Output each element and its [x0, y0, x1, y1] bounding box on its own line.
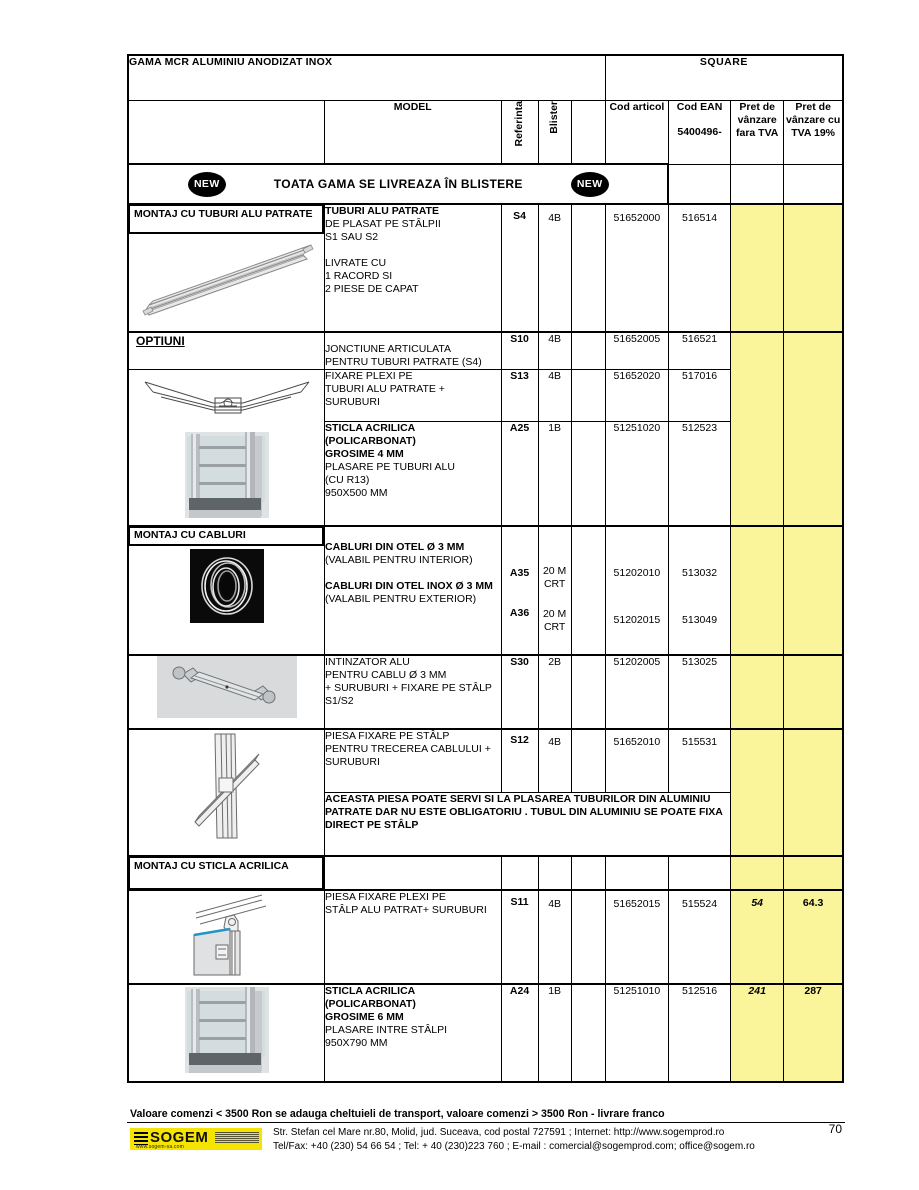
desc-line: CABLURI DIN OTEL INOX Ø 3 MM: [325, 580, 493, 592]
new-banner-filler-price1: [731, 164, 784, 204]
product-row-a24: [128, 984, 843, 1082]
product-description-s13: [325, 370, 501, 422]
cod-ean-a36: 513049: [682, 614, 718, 626]
desc-line: (VALABIL PENTRU INTERIOR): [325, 554, 473, 566]
blank-col-s4: [571, 204, 605, 332]
referinta-a25: A25: [501, 422, 538, 526]
pret-cu-tva-s4: [784, 204, 843, 332]
logo-url: www.sogem-sa.com: [136, 1144, 184, 1150]
product-image-post-clamp: [128, 729, 325, 856]
cod-ean-s11: 515524: [668, 890, 730, 984]
col-blister: [538, 101, 571, 165]
blank-col-a25: [571, 422, 605, 526]
cod-ean-s12: 515531: [668, 729, 730, 793]
desc-line: TUBURI ALU PATRATE: [325, 205, 439, 217]
pret-cu-tva-s30: [784, 655, 843, 729]
desc-line: 950X500 MM: [325, 487, 388, 500]
new-banner-text: TOATA GAMA SE LIVREAZA ÎN BLISTERE: [273, 176, 523, 191]
new-banner-filler-price2: [784, 164, 843, 204]
blister-a35: 20 M CRT: [542, 565, 567, 590]
blister-a25: 1B: [538, 422, 571, 526]
cod-articol-s30: 51202005: [605, 655, 668, 729]
cod-articol-a25: 51251020: [605, 422, 668, 526]
pret-fara-tva-s11: 54: [731, 890, 784, 984]
cod-articol-s12: 51652010: [605, 729, 668, 793]
pret-fara-tva-s12: [731, 729, 784, 856]
new-badge-right-icon: NEW: [571, 172, 609, 197]
cod-ean-a24: 512516: [668, 984, 730, 1082]
desc-line: TUBURI ALU PATRATE + SURUBURI: [325, 383, 445, 408]
desc-line: JONCTIUNE ARTICULATA: [325, 343, 452, 355]
col-blister-label: Blister: [548, 101, 561, 134]
col-blank-2: [571, 101, 605, 165]
cod-ean-s10: 516521: [668, 332, 730, 370]
desc-line: S1 SAU S2: [325, 231, 379, 243]
col-model: MODEL: [325, 101, 501, 165]
desc-line: PIESA FIXARE PLEXI PE: [325, 891, 446, 903]
pret-cu-tva-s12: [784, 729, 843, 856]
col-referinta: [501, 101, 538, 165]
blank-col-cabluri: [571, 526, 605, 655]
blank-col-s30: [571, 655, 605, 729]
cod-articol-a24: 51251010: [605, 984, 668, 1082]
product-catalog-table: [127, 54, 844, 1083]
desc-line: PIESA FIXARE PE STÂLP: [325, 730, 450, 742]
blank-col-a24: [571, 984, 605, 1082]
blister-s4: 4B: [538, 204, 571, 332]
section-title-cabluri: MONTAJ CU CABLURI: [128, 526, 325, 549]
sticla-head-ean: [668, 856, 730, 890]
desc-line: PLASARE INTRE STÂLPI: [325, 1024, 447, 1036]
desc-line: GROSIME 6 MM: [325, 1011, 404, 1023]
cod-articol-s11: 51652015: [605, 890, 668, 984]
range-title: GAMA MCR ALUMINIU ANODIZAT INOX: [128, 55, 605, 101]
cod-ean-s13: 517016: [668, 370, 730, 422]
blister-s11: 4B: [538, 890, 571, 984]
alu-turnbuckle-icon: [157, 656, 297, 718]
post-cable-crossing-icon: [185, 730, 269, 842]
desc-line: (CU R13): [325, 474, 370, 487]
address-line-1: Str. Stefan cel Mare nr.80, Molid, jud. Suceava, cod postal 727591 ; Internet: http://www.sogemprod.ro: [273, 1127, 725, 1138]
blank-col-s12: [571, 729, 605, 793]
cod-articol-s10: 51652005: [605, 332, 668, 370]
sticla-head-art: [605, 856, 668, 890]
desc-line: (VALABIL PENTRU EXTERIOR): [325, 593, 477, 605]
pret-cu-tva-a24: 287: [784, 984, 843, 1082]
cod-ean-s4: 516514: [668, 204, 730, 332]
sticla-head-p1: [731, 856, 784, 890]
steel-cable-coil-icon: [190, 549, 264, 623]
desc-line: LIVRATE CU: [325, 257, 387, 269]
col-pret-fara-tva: Pret de vânzare fara TVA: [731, 101, 784, 165]
page-number: 70: [828, 1122, 842, 1136]
product-description-s10: [325, 332, 501, 370]
referinta-s12: S12: [501, 729, 538, 793]
acrylic-glass-photo: [179, 985, 275, 1081]
desc-line: INTINZATOR ALU: [325, 656, 410, 668]
referinta-a36: A36: [509, 607, 530, 619]
referinta-s13: S13: [501, 370, 538, 422]
pret-fara-tva-cabluri: [731, 526, 784, 655]
cod-ean-a25: 512523: [668, 422, 730, 526]
referinta-a24: A24: [501, 984, 538, 1082]
cod-ean-a35: 513032: [682, 567, 718, 579]
blister-s12: 4B: [538, 729, 571, 793]
pret-fara-tva-s30: [731, 655, 784, 729]
new-banner-filler-ean: [668, 164, 730, 204]
pret-fara-tva-a24: 241: [731, 984, 784, 1082]
blister-s13: 4B: [538, 370, 571, 422]
blister-s10: 4B: [538, 332, 571, 370]
product-image-plexi-clamp: [128, 890, 325, 984]
desc-line: 2 PIESE DE CAPAT: [325, 283, 419, 295]
cod-articol-s4: 51652000: [605, 204, 668, 332]
col-pret-cu-tva: Pret de vânzare cu TVA 19%: [784, 101, 843, 165]
cod-articol-a36: 51202015: [613, 614, 661, 626]
product-description-s12: [325, 729, 501, 793]
product-row-s30: [128, 655, 843, 729]
cod-articol-s13: 51652020: [605, 370, 668, 422]
product-image-turnbuckle: [128, 655, 325, 729]
referinta-cabluri-group: [501, 526, 538, 655]
product-description-s30: [325, 655, 501, 729]
pret-fara-tva-s4: [731, 204, 784, 332]
section-title-sticla: MONTAJ CU STICLA ACRILICA: [128, 856, 325, 890]
product-description-s11: [325, 890, 501, 984]
section-title-tuburi: MONTAJ CU TUBURI ALU PATRATE: [128, 204, 325, 231]
section-header-row-cabluri: [128, 526, 843, 549]
col-cod-ean-label: Cod EAN: [676, 101, 723, 113]
logo-wordmark: SOGEM: [150, 1129, 209, 1146]
cod-articol-a35: 51202010: [613, 567, 661, 579]
pret-cu-tva-s11: 64.3: [784, 890, 843, 984]
blank-col-s13: [571, 370, 605, 422]
logo-tagline-icon: [215, 1132, 259, 1143]
cod-ean-s30: 513025: [668, 655, 730, 729]
desc-line: PENTRU TRECEREA CABLULUI + SURUBURI: [325, 743, 491, 768]
blister-cabluri-group: [538, 526, 571, 655]
blister-a24: 1B: [538, 984, 571, 1082]
page-footer: [127, 1122, 844, 1160]
product-images-optiuni: [128, 370, 325, 527]
desc-line: PENTRU TUBURI PATRATE (S4): [325, 356, 482, 368]
col-referinta-label: Referinta: [513, 101, 526, 147]
product-row-s12: [128, 729, 843, 793]
sticla-head-model: [325, 856, 501, 890]
cod-ean-cabluri-group: [668, 526, 730, 655]
pret-fara-tva-optiuni: [731, 332, 784, 526]
title-row: [128, 55, 843, 101]
section-note-cabluri: ACEASTA PIESA POATE SERVI SI LA PLASAREA TUBURILOR DIN ALUMINIU PATRATE DAR NU ESTE OBLIGATORIU . TUBUL DIN ALUMINIU SE POATE FIXA DIRECT PE STÂLP: [325, 793, 731, 857]
pret-cu-tva-optiuni: [784, 332, 843, 526]
section-header-row-sticla: [128, 856, 843, 890]
product-image-acrylic-panel: [128, 984, 325, 1082]
section-title-optiuni: OPTIUNI: [128, 332, 325, 370]
desc-line: PENTRU CABLU Ø 3 MM: [325, 669, 447, 681]
address-line-2: Tel/Fax: +40 (230) 54 66 54 ; Tel: + 40 (230)223 760 ; E-mail : comercial@sogemprod.com; office@sogem.ro: [273, 1141, 755, 1152]
new-badge-left-icon: NEW: [188, 172, 226, 197]
product-description-s4: [325, 204, 501, 332]
referinta-s30: S30: [501, 655, 538, 729]
sticla-head-p2: [784, 856, 843, 890]
company-address: [273, 1126, 755, 1154]
referinta-s4: S4: [501, 204, 538, 332]
col-cod-ean-prefix: 5400496-: [677, 126, 722, 138]
section-header-row-tuburi: [128, 204, 843, 231]
desc-line: 1 RACORD SI: [325, 270, 393, 282]
col-cod-articol: Cod articol: [605, 101, 668, 165]
col-blank-1: [128, 101, 325, 165]
plexi-post-clamp-icon: [182, 891, 272, 977]
new-banner-row: [128, 164, 843, 204]
desc-line: DE PLASAT PE STÂLPII: [325, 218, 441, 230]
referinta-s11: S11: [501, 890, 538, 984]
desc-line: STÂLP ALU PATRAT+ SURUBURI: [325, 904, 487, 916]
product-image-tube: [128, 231, 325, 332]
desc-line: GROSIME 4 MM: [325, 448, 404, 461]
sticla-head-blank: [571, 856, 605, 890]
articulated-joint-icon: [139, 370, 315, 418]
product-description-a35: [325, 526, 501, 655]
desc-line: + SURUBURI + FIXARE PE STÂLP S1/S2: [325, 682, 492, 707]
desc-line: PLASARE PE TUBURI ALU: [325, 461, 455, 474]
desc-line: STICLA ACRILICA (POLICARBONAT): [325, 422, 416, 448]
new-banner: [128, 164, 668, 204]
pret-cu-tva-cabluri: [784, 526, 843, 655]
shipping-note: Valoare comenzi < 3500 Ron se adauga cheltuieli de transport, valoare comenzi > 3500 Ron - livrare franco: [127, 1106, 845, 1123]
sticla-head-ref: [501, 856, 538, 890]
desc-line: CABLURI DIN OTEL Ø 3 MM: [325, 541, 465, 553]
col-cod-ean: [668, 101, 730, 165]
acrylic-panel-photo: [179, 430, 275, 522]
blister-a36: 20 M CRT: [542, 608, 567, 633]
blister-s30: 2B: [538, 655, 571, 729]
product-description-a25: [325, 422, 501, 526]
referinta-s10: S10: [501, 332, 538, 370]
blank-col-s11: [571, 890, 605, 984]
brand-title: SQUARE: [605, 55, 843, 101]
desc-line: STICLA ACRILICA (POLICARBONAT): [325, 985, 416, 1010]
sogem-logo: [130, 1128, 262, 1150]
product-row-s11: [128, 890, 843, 984]
blank-col-s10: [571, 332, 605, 370]
cod-articol-cabluri-group: [605, 526, 668, 655]
product-description-a24: [325, 984, 501, 1082]
product-image-cable-coil: [128, 549, 325, 655]
desc-line: 950X790 MM: [325, 1037, 388, 1049]
desc-line: FIXARE PLEXI PE: [325, 370, 413, 382]
section-header-row-optiuni: [128, 332, 843, 370]
column-header-row: [128, 101, 843, 165]
sticla-head-blis: [538, 856, 571, 890]
referinta-a35: A35: [509, 567, 530, 579]
aluminium-tube-icon: [137, 231, 317, 323]
